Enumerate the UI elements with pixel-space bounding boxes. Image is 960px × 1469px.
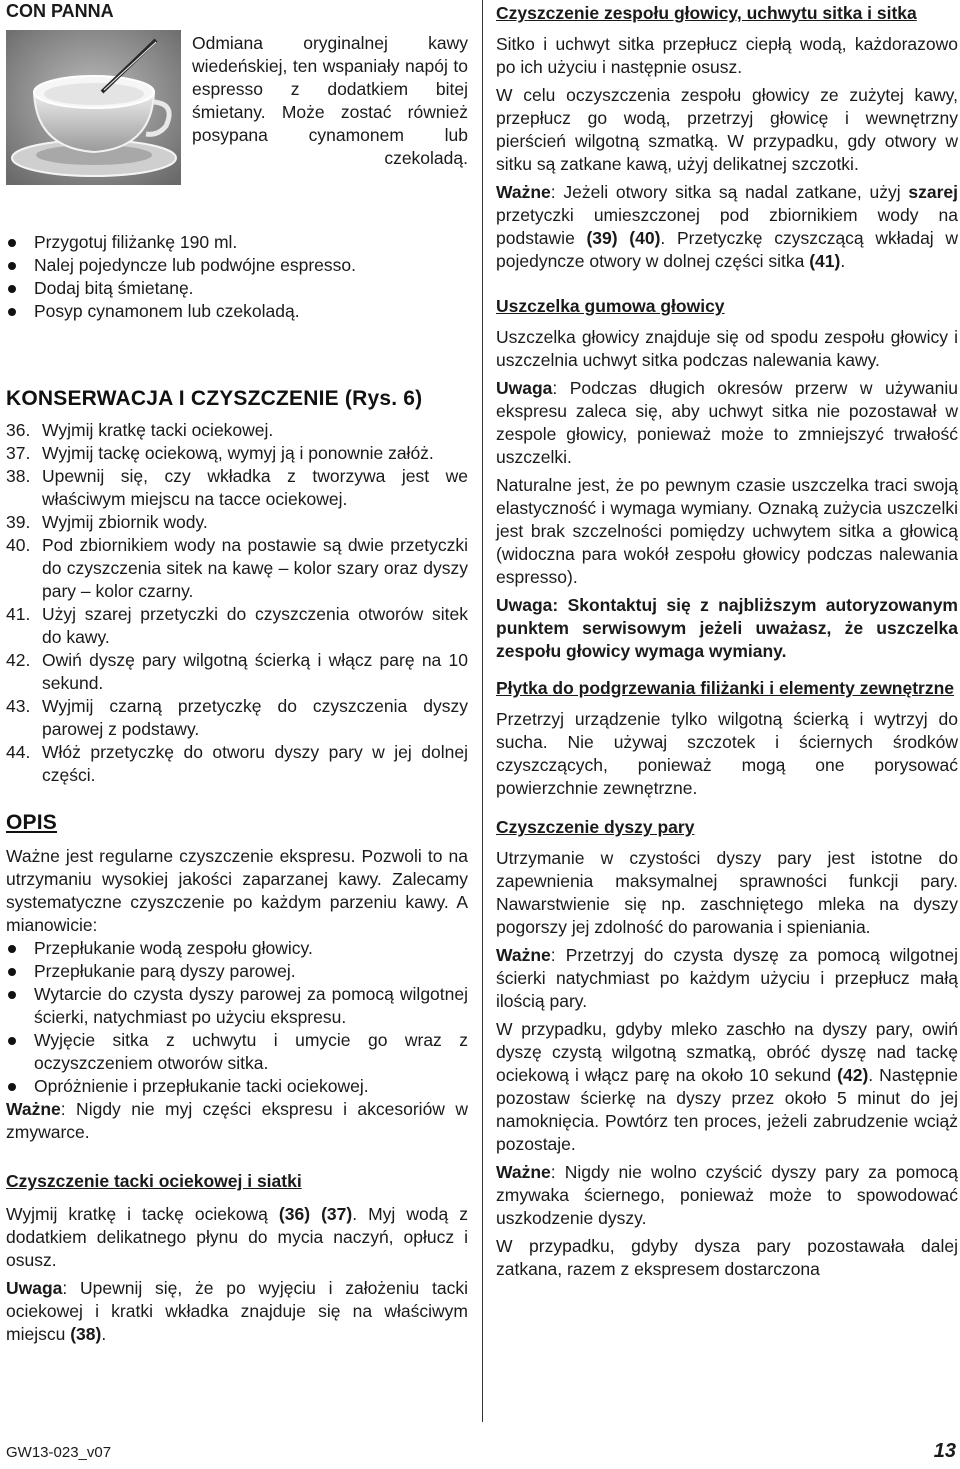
list-item [6, 534, 468, 603]
coffee-cup-image [6, 30, 181, 185]
paragraph: Naturalne jest, że po pewnym czasie uszczelka traci swoją elastyczność i wymaga wymiany. Oznaką zużycia uszczelki jest brak szczelności pomiędzy uchwytem sitka a głowicą (widoczna para wokół zespołu głowicy podczas nalewania espresso). [496, 475, 958, 587]
subheading-cup-warmer: Płytka do podgrzewania filiżanki i elementy zewnętrzne [496, 678, 955, 698]
list-item [6, 695, 468, 741]
list-item: Przygotuj filiżankę 190 ml. [6, 231, 468, 254]
subheading-drip-tray: Czyszczenie tacki ociekowej i siatki [6, 1171, 302, 1191]
figure-ref: (38) [70, 1324, 102, 1344]
step-number: 43. [6, 696, 31, 716]
list-item [6, 603, 468, 649]
list-item [6, 741, 468, 787]
step-text: Owiń dyszę pary wilgotną ścierką i włącz parę na 10 sekund. [42, 650, 468, 693]
section-heading-opis: OPIS [6, 811, 57, 834]
list-item [6, 465, 468, 511]
text-span: . [101, 1324, 107, 1344]
important-label: Ważne [6, 1099, 61, 1119]
service-note: Uwaga: Skontaktuj się z najbliższym autoryzowanym punktem serwisowym jeżeli uważasz, że uszczelka zespołu głowicy wymaga wymiany. [496, 595, 958, 661]
step-text: Włóż przetyczkę do otworu dyszy pary w jej dolnej części. [42, 742, 468, 785]
list-item: Wyjęcie sitka z uchwytu i umycie go wraz z oczyszczeniem otworów sitka. [6, 1029, 468, 1075]
text-span: : Upewnij się, że po wyjęciu i założeniu tacki ociekowej i kratki wkładka znajduje się na właściwym miejscu [6, 1278, 468, 1344]
text-span: : Przetrzyj do czysta dyszę za pomocą wilgotnej ścierki natychmiast po każdym użyciu i przepłucz małą ilością pary. [496, 945, 958, 1011]
document-code: GW13-023_v07 [6, 1444, 112, 1461]
step-number: 39. [6, 512, 31, 532]
paragraph: Uszczelka głowicy znajduje się od spodu zespołu głowicy i uszczelnia uchwyt sitka podczas nalewania kawy. [496, 327, 958, 370]
text-span: przetyczki umieszczonej pod zbiornikiem wody na podstawie [496, 205, 958, 248]
figure-ref: (39) (40) [586, 228, 661, 248]
recipe-steps-list [6, 231, 468, 323]
drip-tray-note [6, 1277, 468, 1346]
opis-paragraph: Ważne jest regularne czyszczenie ekspresu. Pozwoli to na utrzymaniu wysokiej jakości zaparzanej kawy. Zalecamy systematyczne czyszczenie po każdym parzeniu kawy. A mianowicie: [6, 846, 468, 935]
subheading-gasket: Uszczelka gumowa głowicy [496, 296, 725, 316]
text-span: . Myj wodą z dodatkiem delikatnego płynu do mycia naczyń, opłucz i osusz. [6, 1204, 468, 1270]
text-span: : Nigdy nie wolno czyścić dyszy pary za pomocą zmywaka ściernego, ponieważ może to spowodować uszkodzenie dyszy. [496, 1162, 958, 1228]
important-note [496, 1161, 958, 1230]
recipe-intro-block [6, 30, 468, 205]
column-divider [482, 0, 483, 1422]
important-label: Ważne [496, 182, 551, 202]
paragraph: Przetrzyj urządzenie tylko wilgotną ścierką i wytrzyj do sucha. Nie używaj szczotek i ściernych środków czyszczących, ponieważ mogą one porysować powierzchnie zewnętrzne. [496, 709, 958, 798]
text-span: : Jeżeli otwory sitka są nadal zatkane, użyj [550, 182, 909, 202]
step-number: 37. [6, 443, 31, 463]
maintenance-steps-list [6, 419, 468, 787]
list-item: Wytarcie do czysta dyszy parowej za pomocą wilgotnej ścierki, natychmiast po użyciu ekspresu. [6, 983, 468, 1029]
step-number: 36. [6, 420, 31, 440]
step-number: 41. [6, 604, 31, 624]
important-note [496, 181, 958, 273]
list-item: Posyp cynamonem lub czekoladą. [6, 300, 468, 323]
list-item: Nalej pojedyncze lub podwójne espresso. [6, 254, 468, 277]
important-text: : Nigdy nie myj części ekspresu i akcesoriów w zmywarce. [6, 1099, 468, 1142]
list-item [6, 511, 468, 534]
list-item [6, 649, 468, 695]
text-span: . Przetyczkę czyszczącą wkładaj w pojedyncze otwory w dolnej części sitka [496, 228, 958, 271]
note-label: Uwaga [6, 1278, 63, 1298]
text-span: . Następnie pozostaw ścierkę na dyszy przez około 5 minut do jej namoknięcia. Powtórz ten proces, jeżeli zabrudzenie wciąż pozostaje. [496, 1065, 958, 1154]
recipe-intro-text: Odmiana oryginalnej kawy wiedeńskiej, ten wspaniały napój to espresso z dodatkiem bitej śmietany. Może zostać również posypana cynamonem lub czekoladą. [192, 33, 468, 168]
opis-list [6, 937, 468, 1098]
figure-ref: (42) [837, 1065, 869, 1085]
subheading-brew-group: Czyszczenie zespołu głowicy, uchwytu sitka i sitka [496, 3, 917, 23]
list-item: Przepłukanie parą dyszy parowej. [6, 960, 468, 983]
page-number: 13 [933, 1440, 956, 1462]
subheading-steam-wand: Czyszczenie dyszy pary [496, 817, 695, 837]
right-column [496, 0, 958, 1281]
step-text: Wyjmij czarną przetyczkę do czyszczenia dyszy parowej z podstawy. [42, 696, 468, 739]
step-number: 44. [6, 742, 31, 762]
important-label: Ważne [496, 945, 551, 965]
note-label: Uwaga [496, 378, 553, 398]
list-item: Dodaj bitą śmietanę. [6, 277, 468, 300]
figure-ref: (36) (37) [278, 1204, 353, 1224]
step-text: Wyjmij zbiornik wody. [42, 512, 208, 532]
text-span: Wyjmij kratkę i tackę ociekową [6, 1204, 279, 1224]
step-number: 40. [6, 535, 31, 555]
emphasis: szarej [908, 182, 958, 202]
paragraph: W celu oczyszczenia zespołu głowicy ze zużytej kawy, przepłucz go wodą, przetrzyj głowicę i wewnętrzny pierścień wilgotną szmatką. W przypadku, gdy otwory w sitku są zatkane kawą, użyj delikatnej szczotki. [496, 85, 958, 174]
step-number: 38. [6, 466, 31, 486]
step-text: Wyjmij tackę ociekową, wymyj ją i ponownie załóż. [42, 443, 434, 463]
text-span: . [840, 251, 846, 271]
paragraph: Sitko i uchwyt sitka przepłucz ciepłą wodą, każdorazowo po ich użyciu i następnie osusz. [496, 34, 958, 77]
paragraph [496, 1018, 958, 1156]
section-heading-maintenance: KONSERWACJA I CZYSZCZENIE (Rys. 6) [6, 387, 423, 410]
note [496, 377, 958, 469]
figure-ref: (41) [809, 251, 841, 271]
paragraph: W przypadku, gdyby dysza pary pozostawała dalej zatkana, razem z ekspresem dostarczona [496, 1236, 958, 1279]
step-text: Wyjmij kratkę tacki ociekowej. [42, 420, 274, 440]
step-text: Użyj szarej przetyczki do czyszczenia otworów sitek do kawy. [42, 604, 468, 647]
text-span: W przypadku, gdyby mleko zaschło na dyszy pary, owiń dyszę czystą wilgotną szmatką, obróć dyszę nad tackę ociekową i włącz parę na około 10 sekund [496, 1019, 958, 1085]
important-label: Ważne [496, 1162, 551, 1182]
text-span: : Podczas długich okresów przerw w używaniu ekspresu zaleca się, aby uchwyt sitka nie pozostawał w zespole głowicy, ponieważ może to zmniejszyć trwałość uszczelki. [496, 378, 958, 467]
paragraph: Utrzymanie w czystości dyszy pary jest istotne do zapewnienia maksymalnej sprawności funkcji pary. Nawarstwienie się np. zaschniętego mleka na dyszy pogorszy jej zdolność do parowania i spieniania. [496, 848, 958, 937]
important-note [496, 944, 958, 1013]
important-note [6, 1098, 468, 1144]
step-text: Upewnij się, czy wkładka z tworzywa jest we właściwym miejscu na tacce ociekowej. [42, 466, 468, 509]
left-column [6, 0, 468, 1346]
list-item [6, 442, 468, 465]
drip-tray-paragraph [6, 1203, 468, 1272]
list-item: Przepłukanie wodą zespołu głowicy. [6, 937, 468, 960]
recipe-title: CON PANNA [6, 1, 114, 21]
list-item [6, 419, 468, 442]
step-text: Pod zbiornikiem wody na postawie są dwie przetyczki do czyszczenia sitek na kawę – kolor szary oraz dyszy pary – kolor czarny. [42, 535, 468, 601]
step-number: 42. [6, 650, 31, 670]
list-item: Opróżnienie i przepłukanie tacki ociekowej. [6, 1075, 468, 1098]
